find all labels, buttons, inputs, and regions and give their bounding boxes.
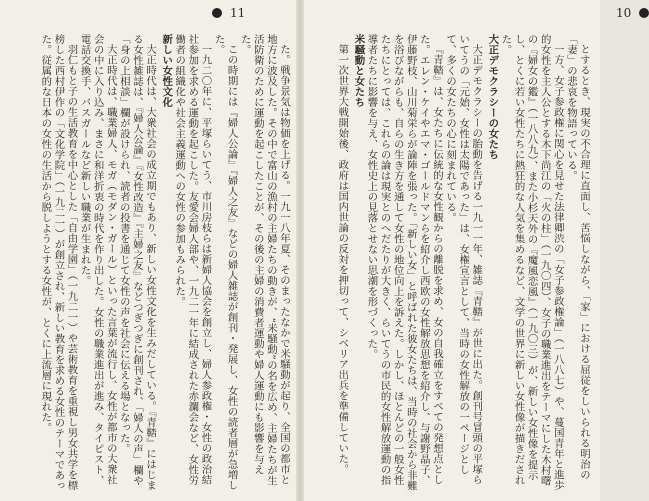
right-page bbox=[302, 0, 632, 501]
body-paragraph: 大正デモクラシーの胎動を告げる一九一一年、雑誌『青鞜』が世に出た。創刊号冒頭の平塚らいてうの「元始、女性は太陽であった」は、女権宣言として、当時の女性解放の一ページとして、多くの女たちの心に刻まれている。 bbox=[444, 34, 483, 486]
left-page bbox=[0, 0, 298, 501]
body-paragraph: 一九二〇年に、平塚らいてう、市川房枝らは新婦人協会を創立し、婦人参政権・女性の政治結社参加を求める運動を起こした。友愛会婦人部や、一九二一年に結成された赤瀾会など、女性労働者の組織化や社会主義運動への女性の参加もみられた。 bbox=[173, 34, 212, 486]
right-page-number: 10 bbox=[616, 6, 632, 20]
body-paragraph: 大正時代は、大衆社会の成立期でもあり、新しい女性文化を生みだしている。『青鞜』にはじまる女性雑誌は、『婦人公論』『女性改造』『主婦之友』などつぎつぎに創刊され、「婦人の声」欄や「身の上相談」欄が設けられ、読者の投書を通じて女性の声を社会に伝える場となった。 bbox=[117, 34, 157, 491]
body-paragraph: 一方、女子参政権に関心を見せた法律卿渋の「女子参政権論」（一八八七）や、蔓国青年と進歩的女性を主人公とする木下尚江の「火の柱」（一九〇四）、女子の職業進出をテーマにした木村曙の『婦女の鑑』（一八八九）、また小杉天外の『魔風恋風』（一九〇三）が、新しい女性像を提示し、とくに若い女性たちに熱狂的な人気を集めるなど、文学の世界に新しい女性像が描きだされた。 bbox=[499, 34, 564, 491]
body-paragraph: とするとき、現実の不合理に直面し、苦悩しながら、「家」における屈従をしいられる明治の「妻」の悲哀を物語っている。 bbox=[564, 34, 590, 481]
section-heading: 大正デモクラシーの女たち bbox=[486, 34, 499, 160]
page-marker-dot bbox=[639, 8, 649, 18]
section-heading: 米騒動と女たち bbox=[352, 34, 365, 108]
right-page-header bbox=[616, 6, 649, 20]
section-heading: 新しい女性文化 bbox=[160, 34, 173, 108]
body-paragraph: 第一次世界大戦開始後、政府は国内世論の反対を押切って、シベリア出兵を準備していた。 bbox=[336, 44, 349, 475]
body-paragraph: 大正時代は、職業婦人、モガ（モダン・ガール）といった言葉が流行し、女性が都市の大衆社会の中に入り込み、まさに和洋折衷の時代を作り出した。女性の職業進出が進み、タイピスト、電話交換手、バスガールなど新しい職業が生まれた。 bbox=[78, 34, 117, 486]
body-paragraph: 羽仁もと子の生活教育を中心とした「自由学園」（一九二一）や芸術教育を重視し男女共学を標榜した西村伊作の「文化学院」（一九二一）が創立され、新しい教育を求める女性のテーマであった。従属的な日本の女性の生活から脱しようとする女性が、とくに上流層に現れた。 bbox=[39, 34, 78, 491]
body-paragraph: 『青鞜』は、女たちに伝統的な女性観からの離脱を求め、女の自我確立をすべての発想点とした。エレン・ケイやエマ・ゴールドマンらを紹介し西欧の女性解放思想を紹介し、与謝野晶子、伊藤野枝、山川菊栄らが論陣を張った。「新しい女」と呼ばれた彼女たちは、当時の社会から非難を浴びながらも、自らの生き方を通して女性の地位向上を訴えた。しかし、ほとんどの一般女性たちにとっては、これらの論は現実とのへだたりが大きく、らいてうの市民的女性解放運動の指導者たちに影響を与え、女性史上の見落とせない思潮を形づくった。 bbox=[365, 34, 443, 491]
left-page-number: 11 bbox=[230, 6, 246, 20]
body-paragraph: この時期には『婦人公論』『婦人之友』などの婦人雑誌が創刊・発展し、女性の読者層が急増した。 bbox=[212, 34, 238, 491]
right-page-body-text bbox=[310, 34, 590, 492]
left-page-body-text bbox=[10, 34, 290, 492]
page-marker-dot bbox=[212, 8, 222, 18]
left-page-header bbox=[212, 6, 245, 20]
body-paragraph: た。戦争景気は物価を上げる。一九一八年夏、そのまったなかで米騒動が起り、全国の都市と地方に波及した。その中で富山の漁村の主婦たちの動きが、“米騒動”の名を広め、主婦たちが生活防衛のために運動を起こしたことが、その後の主婦の消費者運動や婦人運動にも影響を与えた。 bbox=[238, 34, 290, 486]
